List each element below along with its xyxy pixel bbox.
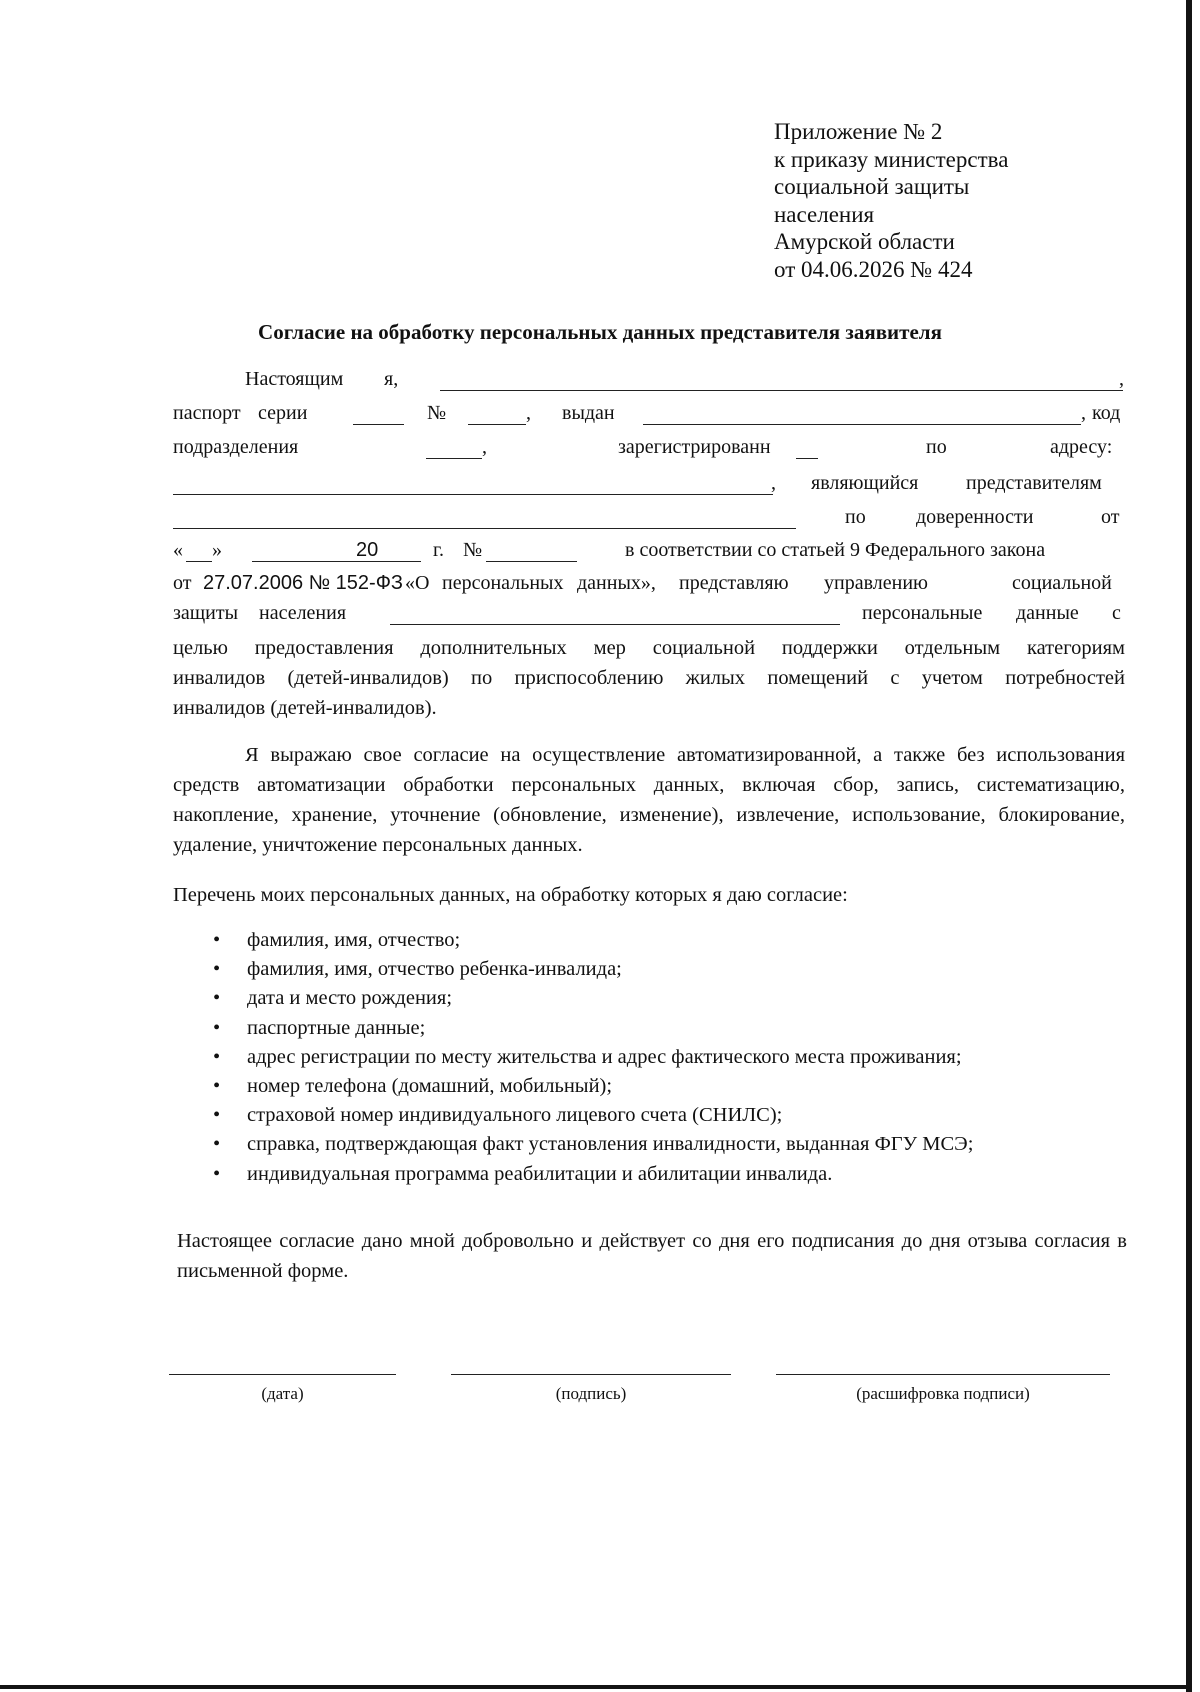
label-po: по [926, 436, 947, 458]
signature-decode-line[interactable] [776, 1374, 1110, 1375]
word: данных», [577, 572, 656, 594]
word: персональных [442, 572, 564, 594]
list-intro: Перечень моих персональных данных, на обработку которых я даю согласие: [173, 884, 848, 906]
purpose-line: целью предоставления дополнительных мер социальной поддержки отдельным категориям [173, 637, 1125, 659]
day-field[interactable] [186, 539, 212, 562]
social-protection-office-field[interactable] [390, 602, 840, 625]
page-edge-right [1186, 0, 1192, 1692]
word: персональные [862, 602, 983, 624]
word: данные [1016, 602, 1079, 624]
label-year: г. [433, 539, 444, 561]
year-prefix: 20 [356, 539, 379, 561]
list-item: • паспортные данные; [213, 1014, 1133, 1043]
list-item: • фамилия, имя, отчество; [213, 926, 1133, 955]
registered-ending-field[interactable] [796, 436, 818, 459]
annex-line: к приказу министерства [774, 146, 1009, 172]
label-ya: я, [384, 368, 399, 390]
passport-series-field[interactable] [353, 402, 404, 425]
attorney-number-field[interactable] [486, 539, 577, 562]
list-item: • адрес регистрации по месту жительства и адрес фактического места проживания; [213, 1043, 1133, 1072]
quote-close: » [212, 539, 222, 561]
list-item: • дата и место рождения; [213, 984, 1133, 1013]
list-item: • страховой номер индивидуального лицевого счета (СНИЛС); [213, 1101, 1133, 1130]
form-row-subdivision [173, 436, 1125, 466]
word: управлению [824, 572, 928, 594]
address-field[interactable] [173, 472, 773, 495]
passport-issued-by-field[interactable] [643, 402, 1081, 425]
signature-decode-caption: (расшифровка подписи) [856, 1384, 1030, 1403]
list-item: • справка, подтверждающая факт установления инвалидности, выданная ФГУ МСЭ; [213, 1130, 1133, 1159]
form-row-authority [173, 602, 1125, 632]
list-item: • номер телефона (домашний, мобильный); [213, 1072, 1133, 1101]
signature-line[interactable] [451, 1374, 731, 1375]
page-edge-bottom [0, 1685, 1192, 1689]
word: населения [259, 602, 347, 624]
full-name-field[interactable] [440, 368, 1123, 391]
label-series: серии [258, 402, 308, 424]
label-number-sign: № [427, 402, 447, 424]
label-representative: представителям [966, 472, 1102, 494]
form-row-law [173, 572, 1125, 602]
label-from: от [1101, 506, 1120, 528]
date-caption: (дата) [261, 1384, 304, 1403]
document-title: Согласие на обработку персональных данных представителя заявителя [258, 320, 942, 344]
annex-line: населения [774, 201, 875, 227]
label-number-sign: № [463, 539, 483, 561]
month-field[interactable] [252, 539, 402, 562]
comma: , [1081, 402, 1086, 424]
word: социальной [1012, 572, 1112, 594]
annex-line: Приложение № 2 [774, 119, 943, 144]
represented-person-field[interactable] [173, 506, 796, 529]
subdivision-code-field[interactable] [426, 436, 482, 459]
consent-paragraph: Я выражаю свое согласие на осуществление автоматизированной, а также без использования средств автоматизации обработки персональных данных, включая сбор, запись, систематизацию, накопление, хранение, уточнение (обновление, изменение), извлечение, использование, блокирование, удаление, уничтожение персональных данных. [173, 744, 1125, 856]
form-row-passport [173, 402, 1125, 432]
label-power-of-attorney: доверенности [916, 506, 1034, 528]
list-item: • индивидуальная программа реабилитации и абилитации инвалида. [213, 1160, 1133, 1189]
passport-number-field[interactable] [468, 402, 526, 425]
word: представляю [679, 572, 789, 594]
closing-paragraph: Настоящее согласие дано мной добровольно и действует со дня его подписания до дня отзыва согласия в письменной форме. [177, 1230, 1127, 1282]
form-row-name [173, 368, 1125, 398]
form-row-power-of-attorney [173, 506, 1125, 536]
comma: , [771, 472, 776, 494]
word: с [1112, 602, 1121, 624]
label-code: код [1092, 402, 1121, 424]
quote-open: « [173, 539, 183, 561]
form-row-date [173, 539, 1125, 569]
signature-caption: (подпись) [555, 1384, 627, 1403]
annex-block [774, 118, 1094, 283]
word: защиты [173, 602, 239, 624]
word: от [173, 572, 192, 594]
law-number: 27.07.2006 № 152-ФЗ [203, 572, 403, 594]
label-address: адресу: [1050, 436, 1113, 458]
purpose-line: инвалидов (детей-инвалидов). [173, 697, 437, 719]
label-po: по [845, 506, 866, 528]
form-row-representative [173, 472, 1125, 502]
comma: , [1119, 368, 1124, 390]
label-registered: зарегистрированн [618, 436, 771, 458]
comma: , [526, 402, 531, 424]
word: «О [405, 572, 430, 594]
label-passport: паспорт [173, 402, 241, 424]
comma: , [482, 436, 487, 458]
label-issued: выдан [562, 402, 615, 424]
annex-line: от 04.06.2026 № 424 [774, 256, 973, 282]
purpose-line: инвалидов (детей-инвалидов) по приспособлению жилых помещений с учетом потребностей [173, 667, 1125, 689]
label-nastoyashchim: Настоящим [245, 368, 344, 390]
label-being: являющийся [811, 472, 919, 494]
annex-line: Амурской области [774, 229, 955, 254]
year-field[interactable] [381, 539, 421, 562]
purpose-paragraph [173, 633, 1125, 723]
date-signature-line[interactable] [169, 1374, 396, 1375]
annex-line: социальной защиты [774, 174, 970, 199]
list-item: • фамилия, имя, отчество ребенка-инвалида; [213, 955, 1133, 984]
personal-data-list [213, 926, 1133, 1189]
label-in-accordance: в соответствии со статьей 9 Федерального закона [625, 539, 1046, 561]
label-subdivision: подразделения [173, 436, 299, 458]
